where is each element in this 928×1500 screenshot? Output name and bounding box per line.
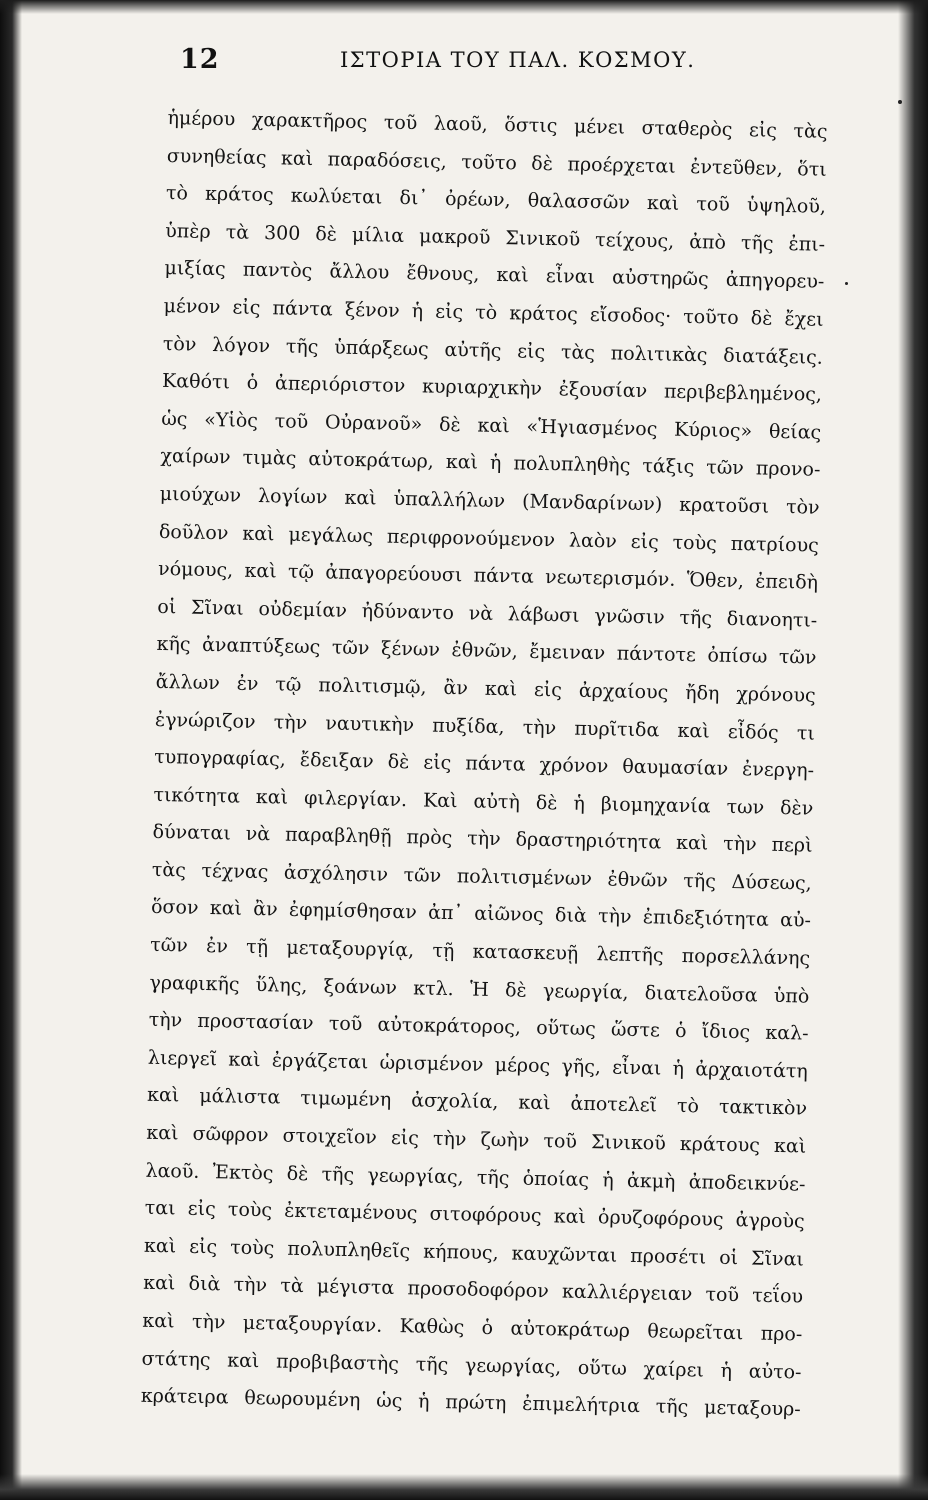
page-edge-shadow-top — [0, 0, 928, 14]
text-line: τικότητα καὶ φιλεργίαν. Καὶ αὐτὴ δὲ ἡ βιομηχανία των δὲν — [153, 783, 814, 820]
ink-speck — [845, 282, 848, 285]
text-line: ἡμέρου χαρακτῆρος τοῦ λαοῦ, ὅστις μένει σταθερὸς εἰς τὰς — [167, 106, 828, 143]
text-line: νόμους, καὶ τῷ ἀπαγορεύουσι πάντα νεωτερισμόν. Ὅθεν, ἐπειδὴ — [157, 558, 819, 594]
text-line: τῶν ἐν τῇ μεταξουργίᾳ, τῇ κατασκευῇ λεπτῆς πορσελλάνης — [150, 933, 811, 970]
text-line: λαοῦ. Ἐκτὸς δὲ τῆς γεωργίας, τῆς ὁποίας ἡ ἀκμὴ ἀποδεικνύε- — [145, 1159, 806, 1196]
text-line: μένον εἰς πάντα ξένον ἡ εἰς τὸ κράτος εἴσοδος· τοῦτο δὲ ἔχει — [163, 294, 824, 331]
text-line: δοῦλον καὶ μεγάλως περιφρονούμενον λαὸν εἰς τοὺς πατρίους — [158, 520, 820, 557]
text-line: δύναται νὰ παραβληθῇ πρὸς τὴν δραστηριότητα καὶ τὴν περὶ — [152, 821, 813, 857]
page-number: 12 — [180, 44, 220, 75]
ink-speck — [898, 100, 902, 104]
text-line: καὶ εἰς τοὺς πολυπληθεῖς κήπους, καυχῶνται προσέτι οἱ Σῖναι — [143, 1234, 805, 1271]
page-header — [180, 44, 860, 84]
text-line: κράτειρα θεωρουμένη ὡς ἡ πρώτη ἐπιμελήτρια τῆς μεταξουρ- — [140, 1384, 801, 1421]
text-line: τὰς τέχνας ἀσχόλησιν τῶν πολιτισμένων ἐθνῶν τῆς Δύσεως, — [151, 858, 812, 895]
body-text — [140, 100, 827, 1429]
text-line: λιεργεῖ καὶ ἐργάζεται ὡρισμένον μέρος γῆς, εἶναι ἡ ἀρχαιοτάτη — [147, 1046, 809, 1083]
text-line: τυπογραφίας, ἔδειξαν δὲ εἰς πάντα χρόνον θαυμασίαν ἐνεργη- — [154, 745, 815, 782]
text-line: καὶ διὰ τὴν τὰ μέγιστα προσοδοφόρον καλλιέργειαν τοῦ τεΐου — [142, 1272, 804, 1308]
text-line: στάτης καὶ προβιβαστὴς τῆς γεωργίας, οὕτω χαίρει ἡ αὐτο- — [141, 1347, 802, 1384]
text-line: ὡς «Υἱὸς τοῦ Οὐρανοῦ» δὲ καὶ «Ἡγιασμένος Κύριος» θείας — [161, 407, 822, 444]
page-edge-shadow-right — [898, 0, 928, 1500]
text-line: ἐγνώριζον τὴν ναυτικὴν πυξίδα, τὴν πυρῖτιδα καὶ εἶδός τι — [154, 708, 816, 745]
text-line: κῆς ἀναπτύξεως τῶν ξένων ἐθνῶν, ἔμειναν πάντοτε ὀπίσω τῶν — [156, 633, 817, 670]
text-line: τὸ κράτος κωλύεται δι᾽ ὀρέων, θαλασσῶν καὶ τοῦ ὑψηλοῦ, — [165, 182, 827, 218]
text-line: γραφικῆς ὕλης, ξοάνων κτλ. Ἡ δὲ γεωργία, διατελοῦσα ὑπὸ — [149, 971, 810, 1008]
text-line: τὴν προστασίαν τοῦ αὐτοκράτορος, οὕτως ὥστε ὁ ἴδιος καλ- — [148, 1009, 809, 1045]
text-line: καὶ μάλιστα τιμωμένη ἀσχολία, καὶ ἀποτελεῖ τὸ τακτικὸν — [146, 1084, 808, 1121]
page-edge-shadow-left — [0, 0, 22, 1500]
text-line: μιξίας παντὸς ἄλλου ἔθνους, καὶ εἶναι αὐστηρῶς ἀπηγορευ- — [164, 257, 825, 294]
text-line: ἄλλων ἐν τῷ πολιτισμῷ, ἂν καὶ εἰς ἀρχαίους ἤδη χρόνους — [155, 670, 816, 707]
text-line: καὶ τὴν μεταξουργίαν. Καθὼς ὁ αὐτοκράτωρ θεωρεῖται προ- — [142, 1309, 803, 1346]
text-line: οἱ Σῖναι οὐδεμίαν ἠδύναντο νὰ λάβωσι γνῶσιν τῆς διανοητι- — [157, 595, 818, 632]
text-line: μιούχων λογίων καὶ ὑπαλλήλων (Μανδαρίνων) κρατοῦσι τὸν — [159, 482, 820, 519]
text-line: ὅσον καὶ ἂν ἐφημίσθησαν ἀπ᾽ αἰῶνος διὰ τὴν ἐπιδεξιότητα αὐ- — [150, 896, 812, 933]
text-line: καὶ σῶφρον στοιχεῖον εἰς τὴν ζωὴν τοῦ Σινικοῦ κράτους καὶ — [146, 1121, 807, 1158]
page-edge-shadow-bottom — [0, 1474, 928, 1500]
text-line: ται εἰς τοὺς ἐκτεταμένους σιτοφόρους καὶ ὀρυζοφόρους ἀγροὺς — [144, 1196, 805, 1233]
text-line: ὑπὲρ τὰ 300 δὲ μίλια μακροῦ Σινικοῦ τείχους, ἀπὸ τῆς ἐπι- — [165, 219, 826, 256]
text-line: χαίρων τιμὰς αὐτοκράτωρ, καὶ ἡ πολυπληθὴς τάξις τῶν προνο- — [160, 445, 821, 482]
text-line: Καθότι ὁ ἀπεριόριστον κυριαρχικὴν ἐξουσίαν περιβεβλημένος, — [161, 370, 823, 406]
text-line: τὸν λόγον τῆς ὑπάρξεως αὐτῆς εἰς τὰς πολιτικὰς διατάξεις. — [162, 332, 823, 369]
text-line: συνηθείας καὶ παραδόσεις, τοῦτο δὲ προέρχεται ἐντεῦθεν, ὅτι — [166, 144, 827, 181]
running-title: ΙΣΤΟΡΙΑ ΤΟΥ ΠΑΛ. ΚΟΣΜΟΥ. — [340, 48, 696, 72]
